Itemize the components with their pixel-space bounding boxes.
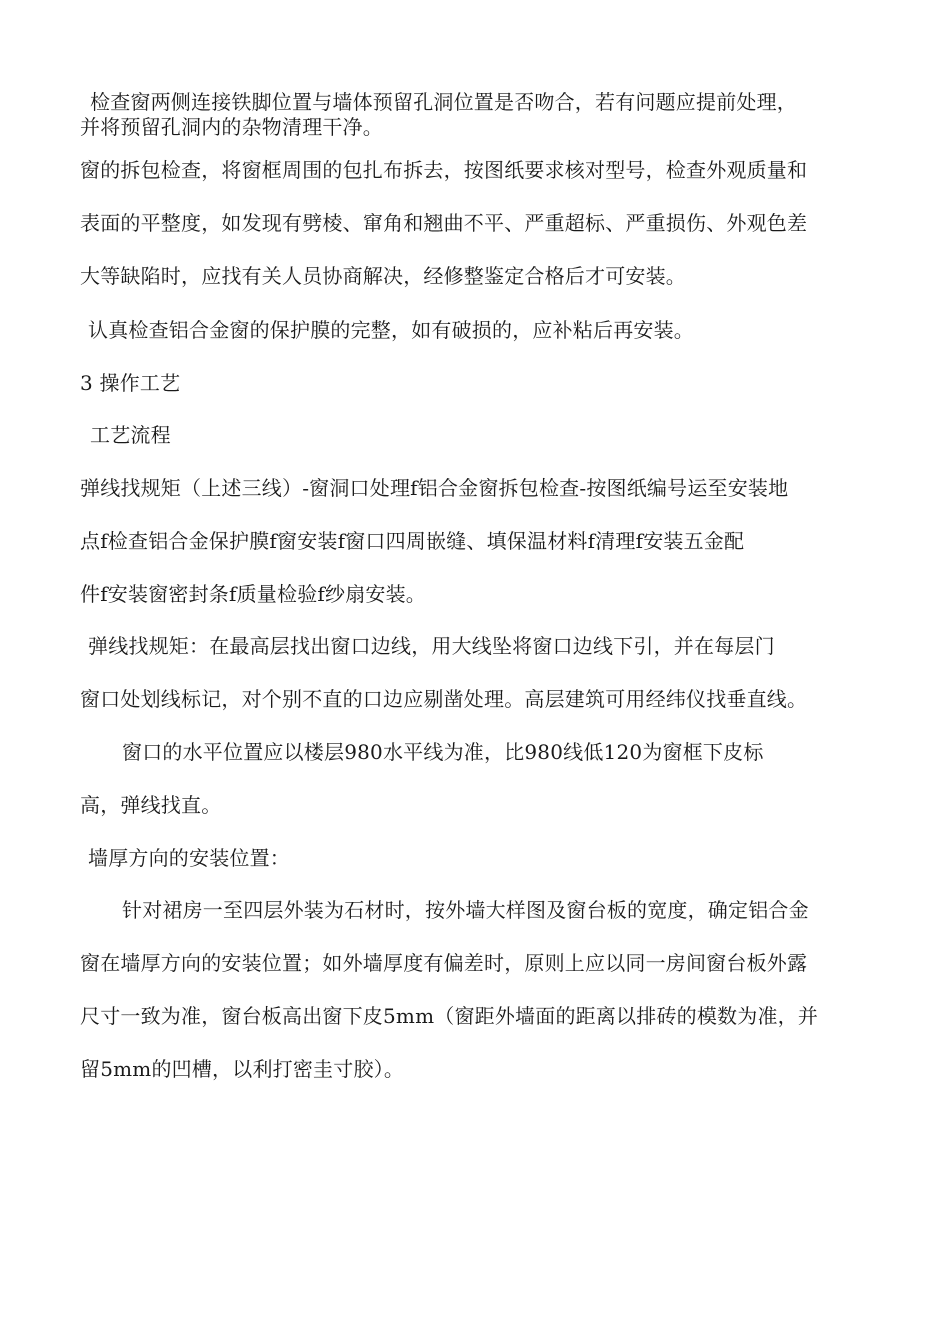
paragraph-line-20: 留5mm的凹槽，以利打密圭寸胶）。: [80, 1057, 405, 1081]
paragraph-line-14: 窗口的水平位置应以楼层980水平线为准，比980线低120为窗框下皮标: [122, 740, 764, 764]
paragraph-line-3: 窗的拆包检查，将窗框周围的包扎布拆去，按图纸要求核对型号，检查外观质量和: [80, 158, 808, 182]
paragraph-line-11: 件f安装窗密封条f质量检验f纱扇安装。: [80, 582, 427, 606]
paragraph-line-5: 大等缺陷时，应找有关人员协商解决，经修整鉴定合格后才可安装。: [80, 264, 686, 288]
paragraph-line-4: 表面的平整度，如发现有劈棱、窜角和翘曲不平、严重超标、严重损伤、外观色差: [80, 211, 808, 235]
subsection-heading: 工艺流程: [90, 423, 171, 447]
paragraph-line-15: 高，弹线找直。: [80, 793, 222, 817]
paragraph-line-6: 认真检查铝合金窗的保护膜的完整，如有破损的，应补粘后再安装。: [88, 318, 694, 342]
paragraph-line-18: 窗在墙厚方向的安装位置；如外墙厚度有偏差时，原则上应以同一房间窗台板外露: [80, 951, 808, 975]
paragraph-line-12: 弹线找规矩：在最高层找出窗口边线，用大线坠将窗口边线下引，并在每层门: [88, 634, 775, 658]
paragraph-line-13: 窗口处划线标记，对个别不直的口边应剔凿处理。高层建筑可用经纬仪找垂直线。: [80, 687, 808, 711]
paragraph-line-1: 检查窗两侧连接铁脚位置与墙体预留孔洞位置是否吻合，若有问题应提前处理，: [90, 90, 797, 114]
paragraph-line-10: 点f检查铝合金保护膜f窗安装f窗口四周嵌缝、填保温材料f清理f安装五金配: [80, 529, 745, 553]
subsection-heading-2: 墙厚方向的安装位置：: [88, 846, 290, 870]
paragraph-line-2: 并将预留孔洞内的杂物清理干净。: [80, 115, 383, 139]
paragraph-line-9: 弹线找规矩（上述三线）-窗洞口处理f铝合金窗拆包检查-按图纸编号运至安装地: [80, 476, 789, 500]
paragraph-line-17: 针对裙房一至四层外装为石材时，按外墙大样图及窗台板的宽度，确定铝合金: [122, 898, 809, 922]
paragraph-line-19: 尺寸一致为准，窗台板高出窗下皮5mm（窗距外墙面的距离以排砖的模数为准，并: [80, 1004, 819, 1028]
section-heading: 3 操作工艺: [80, 371, 181, 395]
